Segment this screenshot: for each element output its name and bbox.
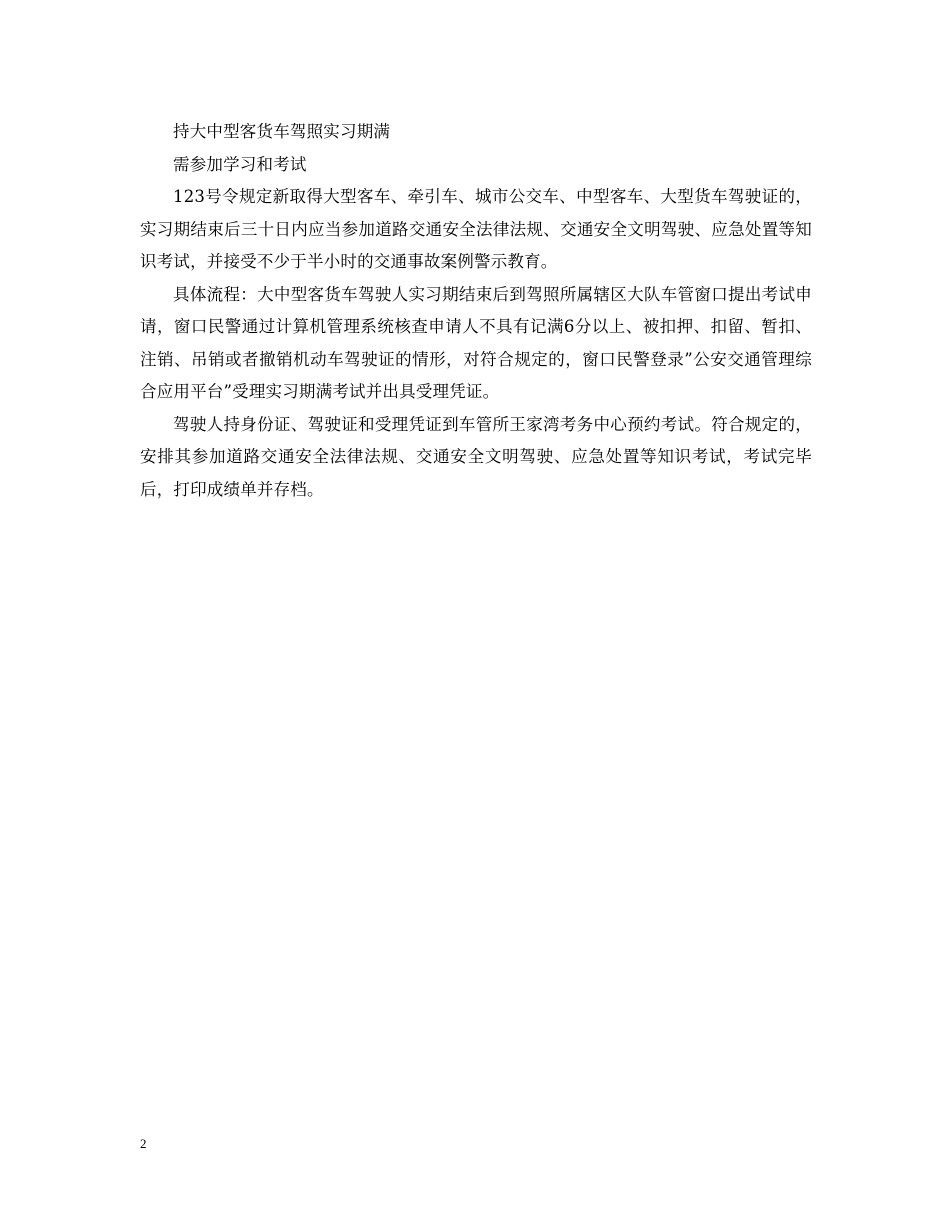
page-number: 2 [140, 1136, 147, 1151]
paragraph-procedure: 具体流程：大中型客货车驾驶人实习期结束后到驾照所属辖区大队车管窗口提出考试申请，窗口民警通过计算机管理系统核查申请人不具有记满6分以上、被扣押、扣留、暂扣、注销、吊销或者撤销机动车驾驶证的情形，对符合规定的，窗口民警登录”公安交通管理综合应用平台”受理实习期满考试并出具受理凭证。 [140, 284, 812, 401]
paragraph-exam-booking: 驾驶人持身份证、驾驶证和受理凭证到车管所王家湾考务中心预约考试。符合规定的，安排其参加道路交通安全法律法规、交通安全文明驾驶、应急处置等知识考试，考试完毕后，打印成绩单并存档。 [140, 414, 812, 499]
paragraph-regulation: 123号令规定新取得大型客车、牵引车、城市公交车、中型客车、大型货车驾驶证的，实习期结束后三十日内应当参加道路交通安全法律法规、交通安全文明驾驶、应急处置等知识考试，并接受不少于半小时的交通事故案例警示教育。 [140, 187, 812, 271]
paragraph-subtitle: 需参加学习和考试 [173, 154, 307, 174]
document-body [140, 116, 812, 506]
paragraph-title: 持大中型客货车驾照实习期满 [173, 122, 391, 141]
